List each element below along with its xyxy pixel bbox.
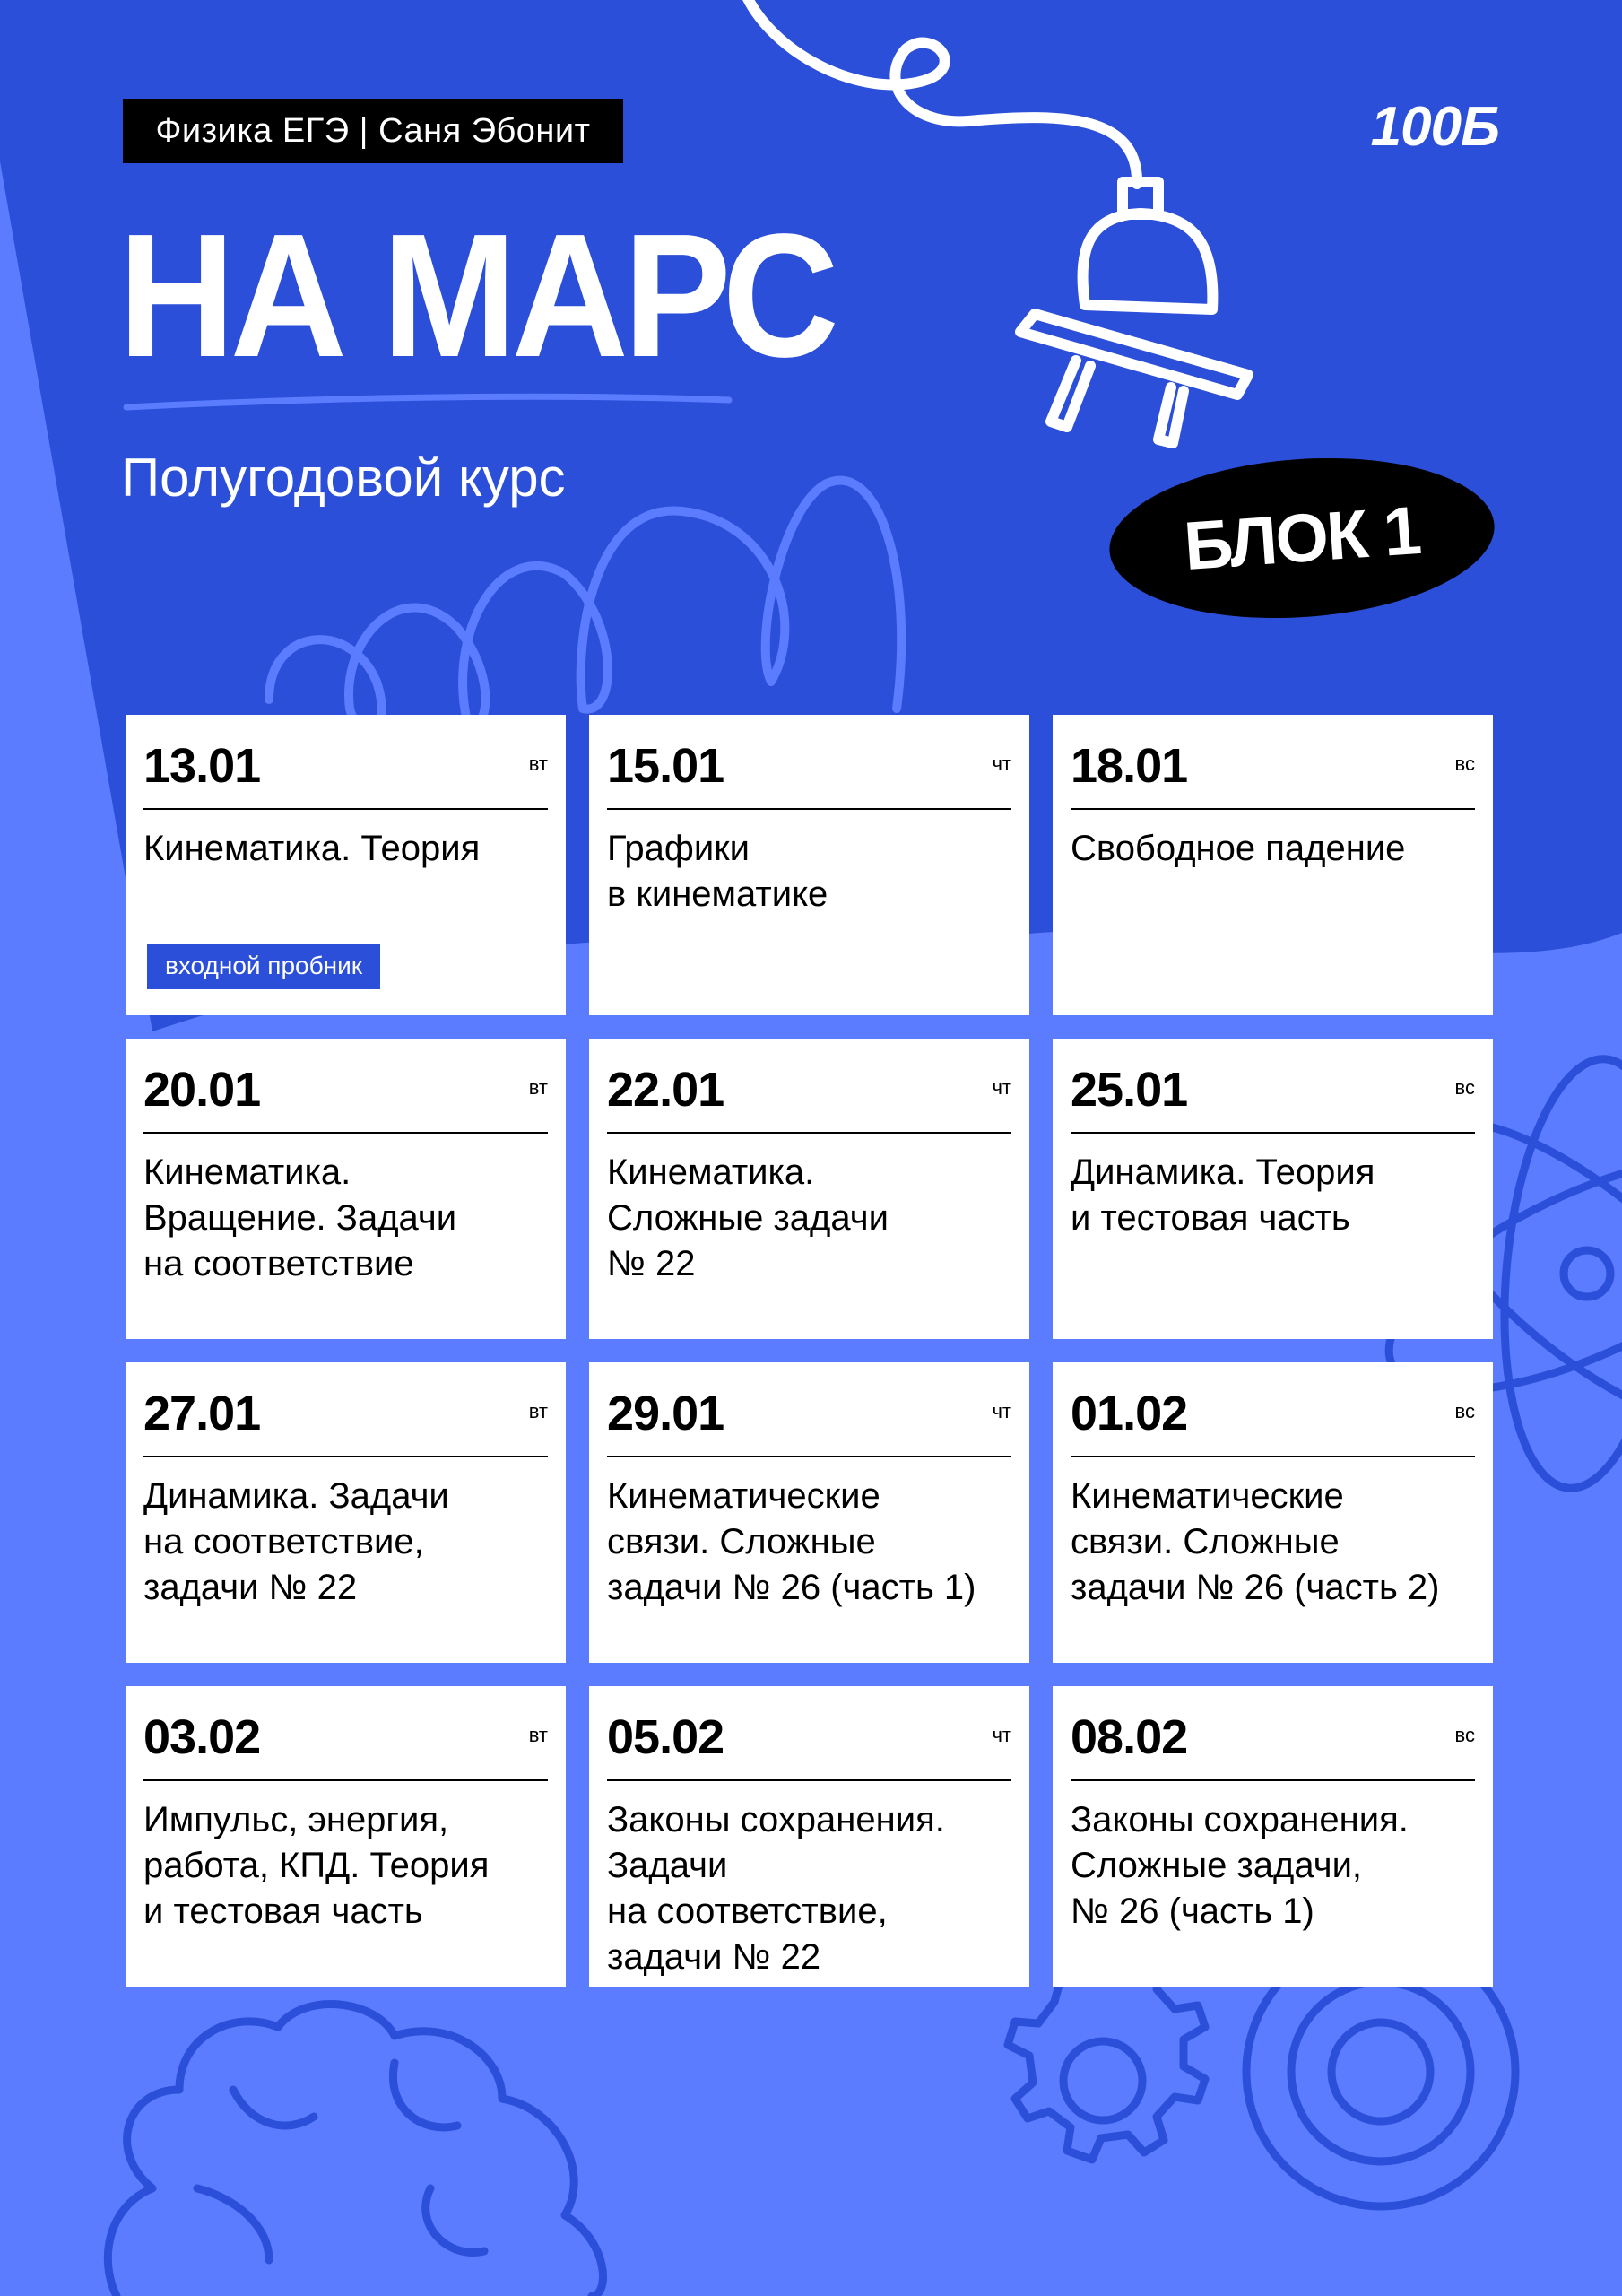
lesson-date: 29.01 [607,1387,724,1440]
lesson-weekday: вс [1454,1400,1475,1422]
block-badge: БЛОК 1 [1104,446,1499,631]
spring-icon [269,481,901,730]
lesson-date: 13.01 [143,739,261,793]
course-label: Физика ЕГЭ | Саня Эбонит [123,99,623,163]
lesson-date: 18.01 [1071,739,1188,793]
lesson-topic: Законы сохранения. Сложные задачи, № 26 (часть 1) [1071,1800,1409,1931]
lesson-date: 01.02 [1071,1387,1188,1440]
lesson-topic: Кинематические связи. Сложные задачи № 26 (часть 2) [1071,1476,1440,1607]
lesson-weekday: чт [992,1076,1011,1099]
lesson-card [1053,715,1493,1015]
lesson-date: 05.02 [607,1710,724,1764]
lesson-date: 15.01 [607,739,724,793]
divider [607,1132,1011,1134]
lesson-weekday: вт [528,1724,548,1746]
divider [143,1456,548,1457]
lesson-date: 22.01 [607,1063,724,1117]
lesson-date: 03.02 [143,1710,261,1764]
lesson-card [126,1362,566,1663]
brain-icon [108,2005,603,2296]
lesson-tag: входной пробник [147,944,380,989]
divider [1071,1132,1475,1134]
page-title: НА МАРС [118,197,835,394]
page-subtitle: Полугодовой курс [121,448,566,508]
lesson-date: 08.02 [1071,1710,1188,1764]
lesson-topic: Кинематика. Вращение. Задачи на соответствие [143,1152,457,1283]
lesson-topic: Кинематические связи. Сложные задачи № 26 (часть 1) [607,1476,976,1607]
lesson-weekday: чт [992,1400,1011,1422]
lesson-weekday: вс [1454,1076,1475,1099]
lesson-card [126,715,566,1015]
lesson-topic: Динамика. Теория и тестовая часть [1071,1152,1375,1238]
lesson-topic: Свободное падение [1071,829,1406,868]
lesson-card [589,1686,1029,1987]
lesson-weekday: вт [528,1076,548,1099]
lesson-weekday: вс [1454,1724,1475,1746]
lesson-weekday: вт [528,1400,548,1422]
lesson-weekday: вт [528,752,548,775]
divider [1071,1779,1475,1781]
lesson-date: 27.01 [143,1387,261,1440]
lesson-date: 20.01 [143,1063,261,1117]
divider [143,808,548,810]
lesson-card [589,1362,1029,1663]
title-underline [123,387,733,414]
lesson-weekday: чт [992,1724,1011,1746]
lesson-weekday: чт [992,752,1011,775]
lesson-weekday: вс [1454,752,1475,775]
lesson-card [126,1039,566,1339]
divider [607,808,1011,810]
lesson-topic: Законы сохранения. Задачи на соответствие, задачи № 22 [607,1800,945,1977]
lesson-topic: Кинематика. Теория [143,829,481,868]
lesson-topic: Импульс, энергия, работа, КПД. Теория и тестовая часть [143,1800,490,1931]
lesson-topic: Динамика. Задачи на соответствие, задачи № 22 [143,1476,449,1607]
divider [143,1132,548,1134]
lesson-topic: Графики в кинематике [607,829,828,914]
lesson-card [1053,1362,1493,1663]
lesson-card [126,1686,566,1987]
lesson-card [589,715,1029,1015]
lesson-card [1053,1039,1493,1339]
divider [1071,808,1475,810]
schedule-grid [126,715,1493,1987]
lesson-topic: Кинематика. Сложные задачи № 22 [607,1152,889,1283]
brand-logo: 100Б [1370,96,1499,158]
lesson-date: 25.01 [1071,1063,1188,1117]
lesson-card [1053,1686,1493,1987]
divider [607,1779,1011,1781]
lesson-card [589,1039,1029,1339]
divider [607,1456,1011,1457]
divider [143,1779,548,1781]
divider [1071,1456,1475,1457]
